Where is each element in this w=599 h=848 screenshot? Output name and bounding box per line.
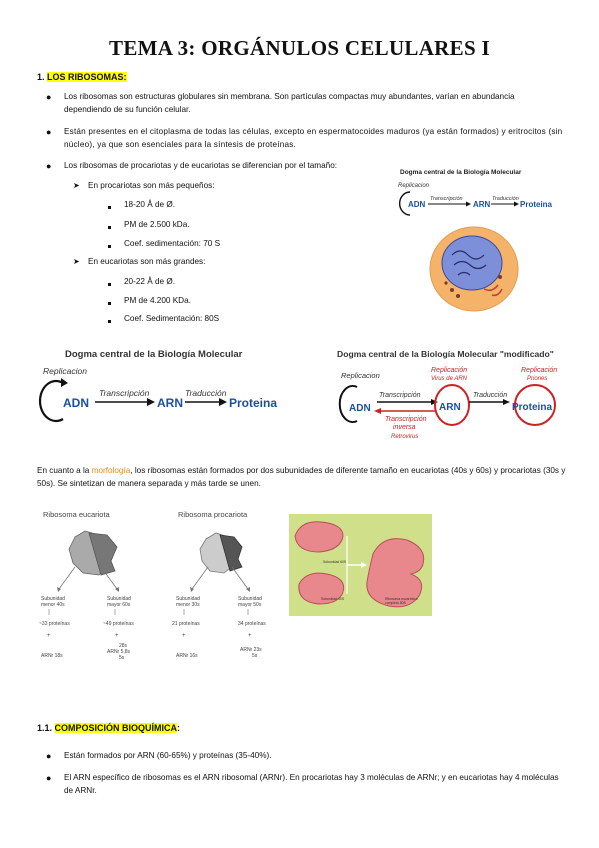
arrow-bullet: ➤ (73, 257, 80, 266)
svg-text:Subunidad: Subunidad (107, 596, 131, 602)
section-heading (37, 72, 127, 82)
svg-text:5s: 5s (252, 653, 258, 659)
priones-label: Priones (527, 376, 548, 382)
figure-title: Dogma central de la Biología Molecular (65, 349, 243, 360)
nucleus-icon (442, 236, 502, 290)
svg-text:ARNr 18s: ARNr 18s (41, 653, 63, 659)
replicacion-label: Replicacion (341, 371, 380, 380)
arrow-head (466, 202, 471, 207)
svg-text:~33 proteínas: ~33 proteínas (39, 621, 70, 627)
page-title: TEMA 3: ORGÁNULOS CELULARES I (109, 36, 490, 60)
highlight-word: morfología (91, 466, 131, 475)
morfologia-paragraph: En cuanto a la morfología, los ribosomas están formados por dos subunidades de diferente tamaño en eucariotas (40s y 60s) y procariotas (30s y 50s). Se sintetizan de manera separada y más tarde se unen. (37, 466, 566, 488)
subsection-title: COMPOSICIÓN BIOQUÍMICA (54, 723, 178, 733)
svg-text:Subunidad 40S: Subunidad 40S (321, 597, 345, 601)
figure-title: Dogma central de la Biología Molecular (400, 169, 522, 176)
bullet-dot: ● (46, 773, 52, 783)
bullet-dot: ● (46, 127, 52, 137)
svg-text:Subunidad 60S: Subunidad 60S (323, 560, 347, 564)
svg-text:Subunidad: Subunidad (176, 596, 200, 602)
adn-label: ADN (349, 403, 371, 414)
svg-text:ARNr 16s: ARNr 16s (176, 653, 198, 659)
dogma-central-diagram (35, 345, 295, 425)
eucariotas-item: Coef. Sedimentación: 80S (124, 314, 220, 323)
arn-label: ARN (157, 396, 183, 410)
procariotas-item: 18-20 Å de Ø. (124, 200, 175, 209)
section-number: 1. (37, 72, 45, 82)
diagram-title: Ribosoma eucariota (43, 510, 110, 519)
svg-text:menor 40s: menor 40s (41, 602, 65, 608)
ribosoma-procariota-diagram (168, 505, 288, 665)
subsection-heading: 1.1. COMPOSICIÓN BIOQUÍMICA: (37, 723, 181, 733)
traduccion-label: Traducción (185, 388, 227, 398)
svg-text:34 proteínas: 34 proteínas (238, 621, 266, 627)
bullet-text: El ARN específico de ribosomas es el ARN ribosomal (ARNr). En procariotas hay 3 moléculas de ARNr; y en eucariotas hay 4 moléculas de ARNr. (64, 773, 559, 795)
svg-text:ARNr 23s: ARNr 23s (240, 647, 262, 653)
replicacion-label: Replicacion (43, 366, 87, 376)
bullet-dot: ● (46, 92, 52, 102)
svg-text:28s: 28s (119, 643, 128, 649)
eucariotas-label: En eucariotas son más grandes: (88, 257, 206, 266)
transcripcion-label: Transcripción (430, 196, 463, 202)
proteina-label: Proteina (520, 200, 553, 209)
svg-text:~49 proteínas: ~49 proteínas (103, 621, 134, 627)
svg-text:+: + (115, 633, 119, 639)
bullet-dot: ● (46, 161, 52, 171)
svg-text:inversa: inversa (393, 424, 416, 431)
bullet-text: Los ribosomas son estructuras globulares sin membrana. Son partículas compactas muy abundantes, varían en abundancia dependiendo de su función celular. (64, 92, 515, 114)
arn-label: ARN (473, 200, 491, 209)
diagram-title: Ribosoma procariota (178, 510, 248, 519)
eucariotas-item: PM de 4.200 KDa. (124, 296, 191, 305)
bullet-text: Están presentes en el citoplasma de todas las células, excepto en espermatocoides maduros (ya están formados) y eritrocitos (sin núcleo), ya que son esenciales para la síntesis de proteínas. (64, 127, 563, 149)
traduccion-label: Traducción (473, 392, 508, 399)
adn-label: ADN (408, 200, 426, 209)
retrovirus-label: Retrovirus (391, 434, 419, 440)
arn-label: ARN (439, 402, 461, 413)
adn-label: ADN (63, 396, 89, 410)
eucariotas-item: 20-22 Å de Ø. (124, 277, 175, 286)
dogma-cell-figure (388, 165, 568, 315)
svg-text:21 proteínas: 21 proteínas (172, 621, 200, 627)
procariotas-item: Coef. sedimentación: 70 S (124, 239, 221, 248)
replicacion-label: Replicacion (398, 183, 430, 189)
svg-text:+: + (248, 633, 252, 639)
svg-text:+: + (47, 633, 51, 639)
proteina-label: Proteina (229, 396, 278, 410)
svg-text:Subunidad: Subunidad (238, 596, 262, 602)
section-title: LOS RIBOSOMAS: (47, 72, 127, 82)
traduccion-label: Traducción (492, 196, 519, 202)
arrow-bullet: ➤ (73, 181, 80, 190)
svg-text:completo 80S: completo 80S (385, 601, 406, 605)
ribosome-3d-image (289, 514, 432, 616)
subunit-60s-shape (295, 522, 343, 552)
svg-text:5s: 5s (119, 655, 125, 661)
transcripcion-label: Transcripción (379, 392, 421, 399)
svg-text:menor 30s: menor 30s (176, 602, 200, 608)
svg-text:Subunidad: Subunidad (41, 596, 65, 602)
bullet-dot: ● (46, 751, 52, 761)
transcripcion-label: Transcripción (99, 388, 150, 398)
svg-text:mayor 60s: mayor 60s (107, 602, 131, 608)
transcripcion-inversa-label: Transcripción (385, 416, 427, 423)
ribosoma-eucariota-diagram (35, 505, 155, 665)
procariotas-item: PM de 2.500 kDa. (124, 220, 190, 229)
svg-text:ARNr 5,8s: ARNr 5,8s (107, 649, 131, 655)
svg-text:Ribosoma eucariótico: Ribosoma eucariótico (385, 597, 418, 601)
virus-arn-label: Virus de ARN (431, 376, 468, 382)
replicacion-arn-label: Replicación (431, 367, 468, 374)
bullet-text: Los ribosomas de procariotas y de eucariotas se diferencian por el tamaño: (64, 161, 338, 170)
svg-text:+: + (182, 633, 186, 639)
replication-loop (40, 381, 63, 421)
svg-text:mayor 50s: mayor 50s (238, 602, 262, 608)
replicacion-prion-label: Replicación (521, 367, 558, 374)
bullet-text: Están formados por ARN (60-65%) y proteínas (35-40%). (64, 751, 272, 760)
figure-title: Dogma central de la Biología Molecular "modificado" (337, 349, 554, 359)
procariotas-label: En procariotas son más pequeños: (88, 181, 215, 190)
proteina-label: Proteina (512, 402, 553, 413)
dogma-modificado-diagram (335, 345, 575, 445)
